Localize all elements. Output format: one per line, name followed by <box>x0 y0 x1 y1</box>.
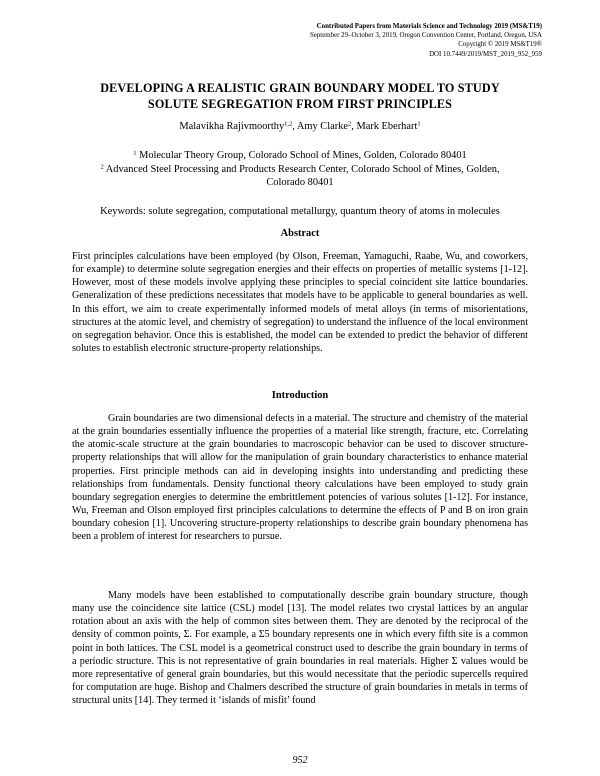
author-separator: , <box>351 121 357 132</box>
paper-title-line-1: DEVELOPING A REALISTIC GRAIN BOUNDARY MODEL TO STUDY <box>100 81 500 95</box>
header-doi: DOI 10.7449/2019/MST_2019_952_959 <box>429 50 542 58</box>
header-proceedings-title: Contributed Papers from Materials Science and Technology 2019 (MS&T19) <box>316 23 542 30</box>
affiliation-number: 2 <box>100 163 104 171</box>
author-name: Malavikha Rajivmoorthy <box>179 121 285 132</box>
keywords: Keywords: solute segregation, computational metallurgy, quantum theory of atoms in molecules <box>100 206 500 217</box>
author-list <box>70 120 530 133</box>
author-separator: , <box>292 121 297 132</box>
header-copyright: Copyright © 2019 MS&T19® <box>458 41 542 49</box>
introduction-heading: Introduction <box>271 390 329 401</box>
affiliation-text: Molecular Theory Group, Colorado School of Mines, Golden, Colorado 80401 <box>139 150 467 161</box>
author-affiliation-mark: 1,2 <box>284 120 293 128</box>
author-affiliation-mark: 2 <box>348 120 352 128</box>
affiliation <box>80 163 520 190</box>
abstract-text: First principles calculations have been employed (by Olson, Freeman, Yamaguchi, Raabe, Wu, and coworkers, for example) to determine solute segregation energies and their effects on properties of metallic systems [1-12]. However, most of these models involve applying these principles to special coincident site lattice boundaries. Generalization of these predictions necessitates that models have to be applicable to general boundaries as well. In this effort, we aim to create experimentally informed models of metal alloys (in terms of misorientations, structures at the atomic level, and chemistry of segregation) to understand the influence of the local environment on segregation behavior. Once this is established, the model can be extended to predict the behavior of different solutes to establish electronic structure-property relationships. <box>72 251 528 355</box>
abstract-heading: Abstract <box>280 228 320 239</box>
paper-title <box>70 80 530 112</box>
running-header <box>310 22 542 59</box>
author-name: Mark Eberhart <box>356 121 418 132</box>
affiliation-list <box>80 149 520 190</box>
header-conference-info: September 29–October 3, 2019, Oregon Convention Center, Portland, Oregon, USA <box>309 32 542 40</box>
affiliation-number: 1 <box>133 149 137 157</box>
introduction-paragraph-2: Many models have been established to computationally describe grain boundary structure, though many use the coincidence site lattice (CSL) model [13]. The model relates two crystal lattices by an angular rotation about an axis with the help of common sites between them. They are denoted by the reciprocal of the density of common points, Σ. For example, a Σ5 boundary represents one in which every fifth site is a common point in both lattices. The CSL model is a geometrical construct used to describe the grain boundary in terms of a periodic structure. This is not representative of grain boundaries in real materials. Higher Σ values would be more representative of general grain boundaries, but this would necessitate that the periodic supercells required for computation are huge. Bishop and Chalmers described the structure of grain boundaries in metals in terms of structural units [14]. They termed it ‘islands of misfit’ found <box>72 590 528 707</box>
author-name: Amy Clarke <box>296 121 348 132</box>
paper-title-line-2: SOLUTE SEGREGATION FROM FIRST PRINCIPLES <box>147 97 453 111</box>
author-affiliation-mark: 1 <box>417 120 421 128</box>
affiliation-text: Advanced Steel Processing and Products Research Center, Colorado School of Mines, Golden, Colorado 80401 <box>105 163 500 189</box>
page-number: 952 <box>292 755 308 766</box>
introduction-paragraph-1: Grain boundaries are two dimensional defects in a material. The structure and chemistry of the material at the grain boundaries essentially influence the properties of a material like strength, fracture, etc. Correlating the atomic-scale structure at the grain boundaries to macroscopic behavior can be used to discover structure-property relationships that will allow for the manipulation of grain boundary characteristics to enhance material properties. First principle methods can aid in developing insights into understanding and predicting these relationships from fundamentals. Density functional theory calculations have been employed to study grain boundary segregation energies to determine the embrittlement potencies of various solutes [1-12]. For instance, Wu, Freeman and Olson employed first principles calculations to determine the effects of P and B on iron grain boundary cohesion [1]. Uncovering structure-property relationships to describe grain boundary phenomena has been a problem of interest for researchers to pursue. <box>72 413 528 543</box>
affiliation <box>80 149 520 163</box>
